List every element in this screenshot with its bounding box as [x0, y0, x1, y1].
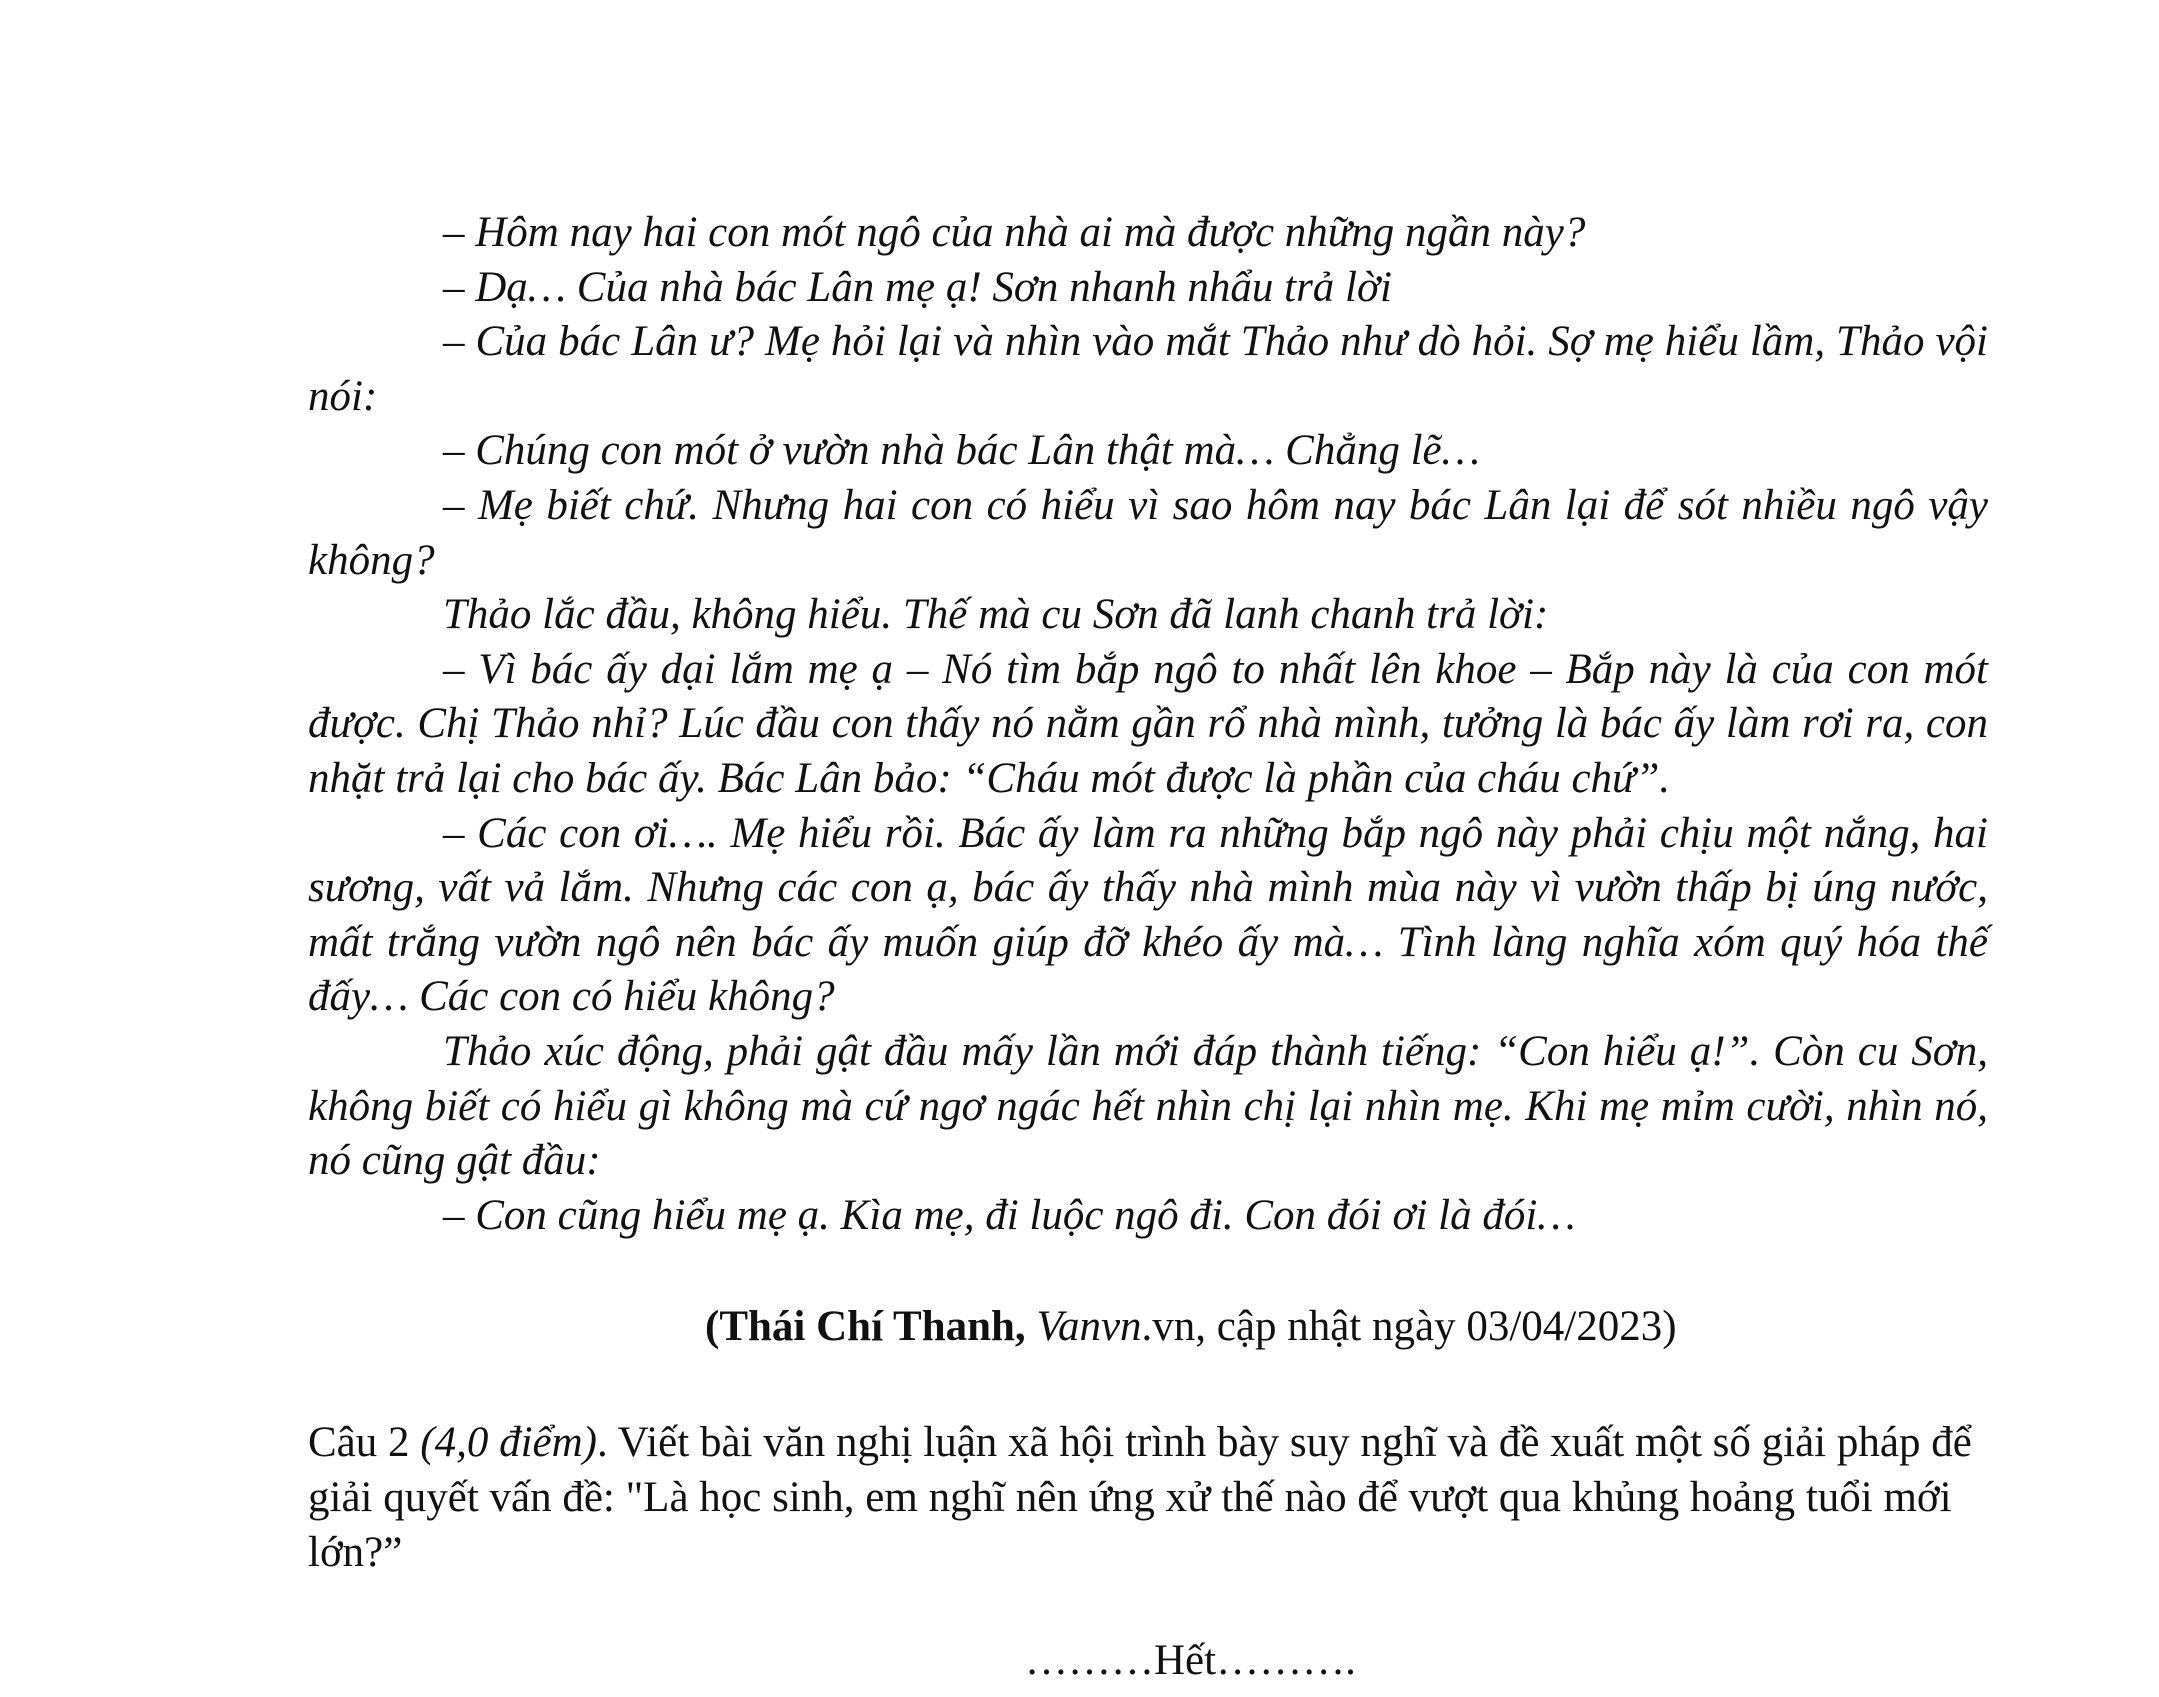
story-paragraph: – Của bác Lân ư? Mẹ hỏi lại và nhìn vào mắt Thảo như dò hỏi. Sợ mẹ hiểu lầm, Thảo vội nói: [308, 318, 1988, 420]
question-points: (4,0 điểm) [420, 1419, 598, 1466]
story-paragraph: – Chúng con mót ở vườn nhà bác Lân thật mà… Chẳng lẽ… [443, 427, 1480, 475]
story-paragraph: – Hôm nay hai con mót ngô của nhà ai mà được những ngần này? [443, 209, 1586, 256]
story-paragraph: Thảo xúc động, phải gật đầu mấy lần mới đáp thành tiếng: “Con hiểu ạ!”. Còn cu Sơn, không biết có hiểu gì không mà cứ ngơ ngác hết nhìn chị lại nhìn mẹ. Khi mẹ mỉm cười, nhìn nó, nó cũng gật đầu: [308, 1027, 1988, 1185]
end-mark: ………Hết………. [1025, 1637, 1356, 1684]
citation-site: Vanvn [1036, 1303, 1142, 1350]
question-label: Câu 2 [308, 1419, 421, 1466]
story-paragraph: – Vì bác ấy dại lắm mẹ ạ – Nó tìm bắp ngô to nhất lên khoe – Bắp này là của con mót được. Chị Thảo nhỉ? Lúc đầu con thấy nó nằm gần rổ nhà mình, tưởng là bác ấy làm rơi ra, con nhặt trả lại cho bác ấy. Bác Lân bảo: “Cháu mót được là phần của cháu chứ”. [308, 645, 1988, 802]
story-excerpt [308, 206, 1988, 1243]
source-citation [705, 1300, 1677, 1354]
story-paragraph: – Dạ… Của nhà bác Lân mẹ ạ! Sơn nhanh nhẩu trả lời [443, 263, 1392, 311]
story-paragraph: – Mẹ biết chứ. Nhưng hai con có hiểu vì sao hôm nay bác Lân lại để sót nhiều ngô vậy không? [308, 481, 1988, 584]
story-paragraph: Thảo lắc đầu, không hiểu. Thế mà cu Sơn đã lanh chanh trả lời: [443, 591, 1549, 639]
story-paragraph: – Con cũng hiểu mẹ ạ. Kìa mẹ, đi luộc ngô đi. Con đói ơi là đói… [443, 1191, 1576, 1239]
question-text: . Viết bài văn nghị luận xã hội trình bày suy nghĩ và đề xuất một số giải pháp để giải quyết vấn đề: "Là học sinh, em nghĩ nên ứng xử thế nào để vượt qua khủng hoảng tuổi mới lớn?” [308, 1419, 1972, 1576]
citation-date: .vn, cập nhật ngày 03/04/2023) [1141, 1303, 1677, 1350]
citation-author: Thái Chí Thanh, [719, 1303, 1026, 1350]
citation-open: ( [705, 1303, 720, 1350]
question-2 [308, 1415, 1988, 1580]
story-paragraph: – Các con ơi…. Mẹ hiểu rồi. Bác ấy làm ra những bắp ngô này phải chịu một nắng, hai sương, vất vả lắm. Nhưng các con ạ, bác ấy thấy nhà mình mùa này vì vườn thấp bị úng nước, mất trắng vườn ngô nên bác ấy muốn giúp đỡ khéo ấy mà… Tình làng nghĩa xóm quý hóa thế đấy… Các con có hiểu không? [308, 809, 1988, 1021]
